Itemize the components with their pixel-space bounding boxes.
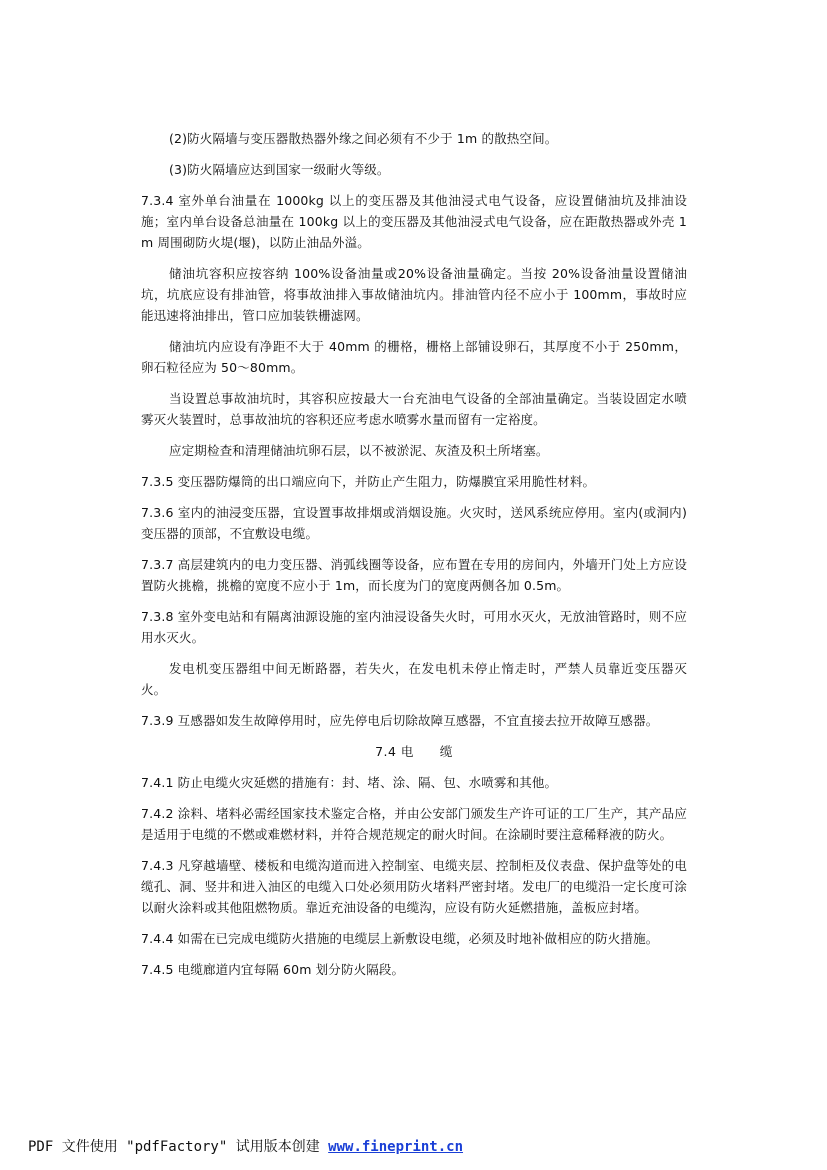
paragraph: 7.4.3 凡穿越墙壁、楼板和电缆沟道而进入控制室、电缆夹层、控制柜及仪表盘、保护盘等处的电缆孔、洞、竖井和进入油区的电缆入口处必须用防火堵料严密封堵。发电厂的电缆沿一定长度可涂以耐火涂料或其他阻燃物质。靠近充油设备的电缆沟，应设有防火延燃措施，盖板应封堵。 (141, 858, 687, 915)
footer-text: PDF 文件使用 "pdfFactory" 试用版本创建 (28, 1139, 329, 1155)
paragraph: 7.3.9 互感器如发生故障停用时，应先停电后切除故障互感器，不宜直接去拉开故障互感器。 (141, 713, 659, 728)
paragraph: 储油坑容积应按容纳 100%设备油量或20%设备油量确定。当按 20%设备油量设置储油坑，坑底应设有排油管，将事故油排入事故储油坑内。排油管内径不应小于 100mm，事故时应能迅速将油排出，管口应加装铁栅滤网。 (141, 266, 687, 323)
section-heading-7-4: 7.4 电 缆 (375, 744, 453, 759)
paragraph: 7.3.5 变压器防爆筒的出口端应向下，并防止产生阻力，防爆膜宜采用脆性材料。 (141, 474, 596, 489)
paragraph: 7.4.2 涂料、堵料必需经国家技术鉴定合格，并由公安部门颁发生产许可证的工厂生产，其产品应是适用于电缆的不燃或难燃材料，并符合规范规定的耐火时间。在涂刷时要注意稀释液的防火。 (141, 806, 687, 842)
paragraph: 应定期检查和清理储油坑卵石层，以不被淤泥、灰渣及积土所堵塞。 (169, 443, 549, 458)
paragraph: 发电机变压器组中间无断路器，若失火，在发电机未停止惰走时，严禁人员靠近变压器灭火。 (141, 661, 687, 697)
paragraph: 7.3.6 室内的油浸变压器，宜设置事故排烟或消烟设施。火灾时，送风系统应停用。室内(或洞内)变压器的顶部，不宜敷设电缆。 (141, 505, 687, 541)
paragraph: 7.3.7 高层建筑内的电力变压器、消弧线圈等设备，应布置在专用的房间内，外墙开门处上方应设置防火挑檐，挑檐的宽度不应小于 1m，而长度为门的宽度两侧各加 0.5m。 (141, 557, 687, 593)
pdf-footer (28, 1138, 463, 1156)
paragraph: (3)防火隔墙应达到国家一级耐火等级。 (169, 162, 390, 177)
paragraph: 7.3.4 室外单台油量在 1000kg 以上的变压器及其他油浸式电气设备，应设置储油坑及排油设施；室内单台设备总油量在 100kg 以上的变压器及其他油浸式电气设备，应在距散热器或外壳 1m 周围砌防火堤(堰)，以防止油品外溢。 (141, 193, 687, 250)
paragraph: (2)防火隔墙与变压器散热器外缘之间必须有不少于 1m 的散热空间。 (169, 131, 558, 146)
paragraph: 7.4.5 电缆廊道内宜每隔 60m 划分防火隔段。 (141, 962, 405, 977)
footer-link[interactable]: www.fineprint.cn (328, 1139, 464, 1155)
section-7-4-content (141, 772, 687, 980)
paragraph: 7.3.8 室外变电站和有隔离油源设施的室内油浸设备失火时，可用水灭火，无放油管路时，则不应用水灭火。 (141, 609, 687, 645)
paragraph: 7.4.1 防止电缆火灾延燃的措施有：封、堵、涂、隔、包、水喷雾和其他。 (141, 775, 558, 790)
paragraph: 储油坑内应设有净距不大于 40mm 的栅格，栅格上部铺设卵石，其厚度不小于 250mm，卵石粒径应为 50～80mm。 (141, 339, 687, 375)
paragraph: 当设置总事故油坑时，其容积应按最大一台充油电气设备的全部油量确定。当装设固定水喷雾灭火装置时，总事故油坑的容积还应考虑水喷雾水量而留有一定裕度。 (141, 391, 687, 427)
paragraph: 7.4.4 如需在已完成电缆防火措施的电缆层上新敷设电缆，必须及时地补做相应的防火措施。 (141, 931, 659, 946)
document-body (141, 128, 687, 990)
section-7-3-content (141, 128, 687, 731)
